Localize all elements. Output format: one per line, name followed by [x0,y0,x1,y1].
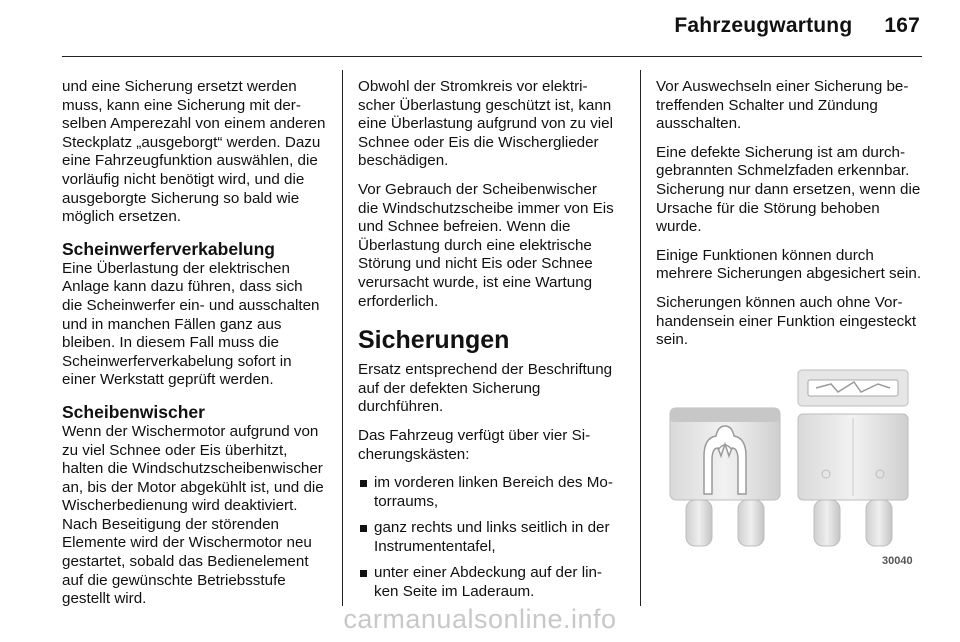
paragraph: Wenn der Wischermotor aufgrund von zu viel Schnee oder Eis überhitzt, halten die Windschutzscheibenwischer an, bis der Motor abgekühlt ist, und die Wischerbedienung wird deaktiviert. Nach Beseitigung der störenden Elemente wird der Wischermotor neu gestartet, sobald das Bedienelement auf die gewünschte Betriebsstufe gestellt wird. [62,422,324,608]
header-title: Fahrzeugwartung [674,14,853,37]
paragraph: Sicherungen können auch ohne Vorhandensein einer Funktion eingesteckt sein. [656,293,917,349]
heading-scheinwerferverkabelung: Scheinwerferverkabelung [62,238,275,259]
page-number: 167 [884,14,920,37]
list-item: unter einer Abdeckung auf der linken Seite im Laderaum. [358,564,618,601]
list-item: ganz rechts und links seitlich in der Instrumententafel, [358,519,618,556]
fuse-right [798,370,908,546]
paragraph: Obwohl der Stromkreis vor elektrischer Überlastung geschützt ist, kann eine Überlastung aufgrund von zu viel Schnee oder Eis die Wischerglieder beschädigen. [358,78,613,170]
list-item: im vorderen linken Bereich des Motorraums, [358,474,618,511]
fuse-box-list [358,474,618,602]
paragraph: Ersatz entsprechend der Beschriftung auf der defekten Sicherung durchführen. [358,361,613,416]
column-3 [656,78,922,360]
column-divider-1 [342,70,343,606]
paragraph: Eine defekte Sicherung ist am durchgebrannten Schmelzfaden erkennbar. Sicherung nur dann ersetzen, wenn die Ursache für die Störung behoben wurde. [656,143,921,236]
watermark: carmanualsonline.info [343,604,617,634]
column-2 [358,78,618,610]
paragraph: und eine Sicherung ersetzt werden muss, kann eine Sicherung mit derselben Amperezahl von einem anderen Steckplatz „ausgeborgt“ werden. Dazu eine Fahrzeugfunktion auswählen, die vorläufig nicht benötigt wird, und die ausgeborgte Sicherung so bald wie möglich ersetzen. [62,78,326,226]
bullet-icon [360,480,367,487]
fuse-illustration [656,356,922,568]
paragraph: Das Fahrzeug verfügt über vier Sicherungskästen: [358,426,591,463]
figure-code: 30040 [882,555,913,567]
fuse-drawing [656,356,922,568]
column-1 [62,78,326,619]
heading-sicherungen: Sicherungen [358,326,510,355]
bullet-icon [360,570,367,577]
paragraph: Eine Überlastung der elektrischen Anlage kann dazu führen, dass sich die Scheinwerfer ein- und ausschalten und in manchen Fällen ganz aus bleiben. In diesem Fall muss die Scheinwerferverkabelung sofort in einer Werkstatt geprüft werden. [62,259,320,389]
column-divider-2 [640,70,641,606]
heading-scheibenwischer: Scheibenwischer [62,401,205,422]
paragraph: Einige Funktionen können durch mehrere Sicherungen abgesichert sein. [656,246,922,283]
paragraph: Vor Auswechseln einer Sicherung betreffenden Schalter und Zündung ausschalten. [656,78,909,133]
paragraph: Vor Gebrauch der Scheibenwischer die Windschutzscheibe immer von Eis und Schnee befreien. Wenn die Überlastung durch eine elektrische Störung und nicht Eis oder Schnee verursacht wurde, ist eine Wartung erforderlich. [358,180,614,310]
page-header [674,14,920,38]
header-rule [62,56,922,57]
fuse-left [670,408,780,546]
bullet-icon [360,525,367,532]
